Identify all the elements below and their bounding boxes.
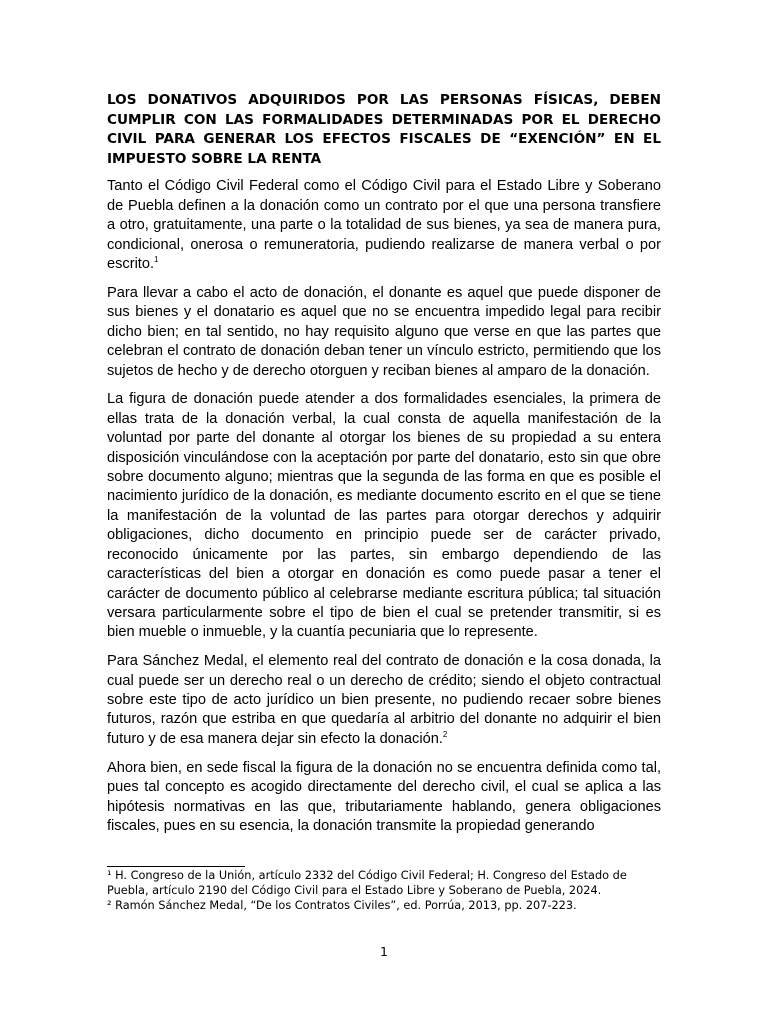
paragraph-3	[107, 390, 661, 642]
paragraph-2	[107, 284, 661, 381]
footnote-ref-1: 1	[154, 255, 159, 264]
footnote-2-text: Ramón Sánchez Medal, “De los Contratos Civiles”, ed. Porrúa, 2013, pp. 207-223.	[111, 899, 577, 913]
paragraph-3-text: La figura de donación puede atender a dos formalidades esenciales, la primera de ellas trata de la donación verbal, la cual consta de aquella manifestación de la voluntad por parte del donante al otorgar los bienes de su propiedad a su entera disposición vinculándose con la aceptación por parte del donatario, esto sin que obre sobre documento alguno; mientras que la segunda de las forma en que es posible el nacimiento jurídico de la donación, es mediante documento escrito en el que se tiene la manifestación de la voluntad de las partes para otorgar derechos y adquirir obligaciones, dicho documento en principio puede ser de carácter privado, reconocido únicamente por las partes, sin embargo dependiendo de las características del bien a otorgar en donación es como puede pasar a tener el carácter de documento público al celebrarse mediante escritura pública; tal situación versara particularmente sobre el tipo de bien el cual se pretender transmitir, si es bien mueble o inmueble, y la cuantía pecuniaria que lo represente.	[107, 391, 661, 641]
footnote-ref-2: 2	[442, 729, 448, 739]
paragraph-1	[107, 177, 661, 274]
footnote-separator	[107, 866, 245, 867]
paragraph-5-text: Ahora bien, en sede fiscal la figura de la donación no se encuentra definida como tal, pues tal concepto es acogido directamente del derecho civil, el cual se aplica a las hipótesis normativas en las que, tributariamente hablando, genera obligaciones fiscales, pues en su esencia, la donación transmite la propiedad generando	[107, 759, 661, 834]
footnote-1-text: H. Congreso de la Unión, artículo 2332 del Código Civil Federal; H. Congreso del Estado de Puebla, artículo 2190 del Código Civil para el Estado Libre y Soberano de Puebla, 2024.	[107, 869, 627, 898]
paragraph-5	[107, 759, 661, 837]
footnote-1	[107, 868, 647, 898]
paragraph-1-text: Tanto el Código Civil Federal como el Código Civil para el Estado Libre y Soberano de Puebla definen a la donación como un contrato por el que una persona transfiere a otro, gratuitamente, una parte o la totalidad de sus bienes, ya sea de manera pura, condicional, onerosa o remuneratoria, pudiendo realizarse de manera verbal o por escrito.	[107, 178, 661, 272]
document-body	[107, 91, 661, 846]
footnote-1-mark: ¹	[107, 869, 112, 882]
paragraph-4	[107, 652, 661, 749]
footnotes	[107, 868, 647, 914]
paragraph-2-text: Para llevar a cabo el acto de donación, el donante es aquel que puede disponer de sus bienes y el donatario es aquel que no se encuentra impedido legal para recibir dicho bien; en tal sentido, no hay requisito alguno que verse en que las partes que celebran el contrato de donación deban tener un vínculo estricto, permitiendo que los sujetos de hecho y de derecho otorguen y reciban bienes al amparo de la donación.	[107, 284, 661, 379]
page-number: 1	[380, 944, 388, 959]
document-title: LOS DONATIVOS ADQUIRIDOS POR LAS PERSONAS FÍSICAS, DEBEN CUMPLIR CON LAS FORMALIDADES DETERMINADAS POR EL DERECHO CIVIL PARA GENERAR LOS EFECTOS FISCALES DE “EXENCIÓN” EN EL IMPUESTO SOBRE LA RENTA	[107, 92, 661, 167]
footnote-2	[107, 898, 647, 913]
footnote-2-mark: ²	[107, 899, 112, 913]
paragraph-4-text: Para Sánchez Medal, el elemento real del contrato de donación e la cosa donada, la cual puede ser un derecho real o un derecho de crédito; siendo el objeto contractual sobre este tipo de acto jurídico un bien presente, no pudiendo recaer sobre bienes futuros, razón que estriba en que quedaría al arbitrio del donante no adquirir el bien futuro y de esa manera dejar sin efecto la donación.	[107, 653, 661, 747]
